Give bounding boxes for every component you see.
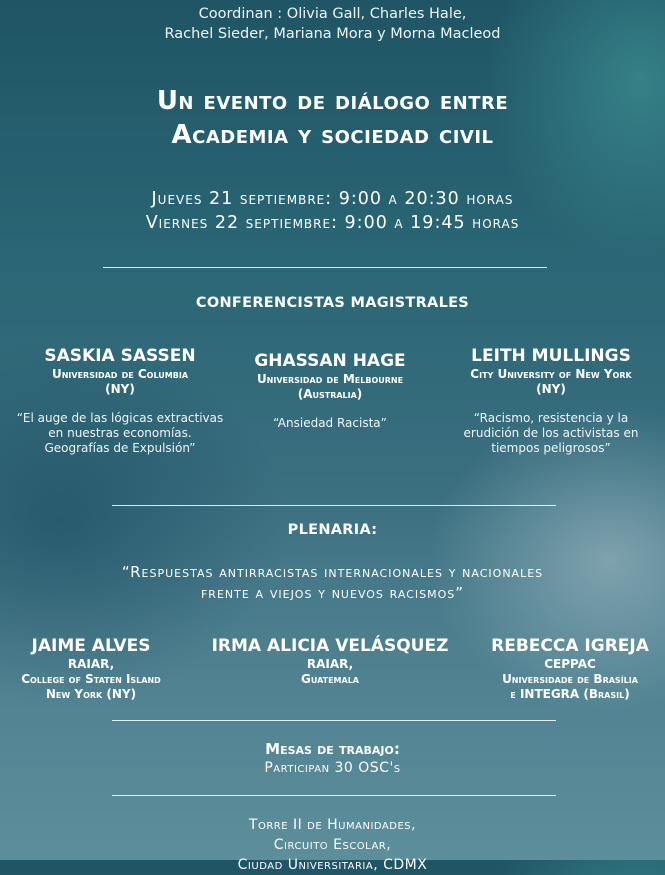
divider	[112, 720, 556, 721]
plenary-speaker	[0, 635, 182, 702]
keynotes-heading: CONFERENCISTAS MAGISTRALES	[195, 295, 470, 311]
speaker-name: REBECCA IGREJA	[491, 636, 649, 656]
speaker-affiliation: Guatemala	[300, 672, 360, 686]
talk-title-line: tiempos peligrosos”	[491, 441, 611, 455]
plenary-speaker	[485, 635, 655, 702]
divider	[112, 795, 556, 796]
speaker-affiliation: College of Staten Island	[21, 672, 161, 686]
speaker-name: GHASSAN HAGE	[254, 351, 406, 371]
speaker-name: IRMA ALICIA VELÁSQUEZ	[211, 636, 449, 656]
speaker-organization: RAIAR,	[67, 657, 115, 671]
speaker-name: JAIME ALVES	[31, 636, 151, 656]
speaker-organization: RAIAR,	[306, 657, 354, 671]
coordinators-block	[0, 4, 665, 44]
plenary-title-line-2: frente a viejos y nuevos racismos”	[200, 584, 465, 602]
speaker-name: SASKIA SASSEN	[44, 346, 196, 366]
date-line-friday: Viernes 22 septiembre: 9:00 a 19:45 horas	[145, 213, 520, 233]
talk-title-line: “Ansiedad Racista”	[273, 416, 387, 430]
speaker-location: (NY)	[105, 382, 135, 396]
venue-line-2: Circuito Escolar,	[273, 837, 392, 853]
venue-line-1: Torre II de Humanidades,	[248, 817, 417, 833]
speaker-affiliation: Universidade de Brasília	[502, 672, 638, 686]
plenary-heading: PLENARIA:	[287, 522, 378, 538]
speaker-institution: Universidad de Columbia	[51, 367, 189, 381]
speaker-affiliation: New York (NY)	[45, 687, 137, 701]
working-tables-block	[0, 739, 665, 777]
plenary-title	[0, 562, 665, 604]
talk-title-line: erudición de los activistas en	[463, 426, 639, 440]
event-title	[0, 84, 665, 152]
speaker-name: LEITH MULLINGS	[471, 346, 631, 366]
venue-line-3: Ciudad Universitaria, CDMX	[237, 857, 428, 873]
talk-title-line: Geografías de Expulsión”	[44, 441, 196, 455]
coordinators-line-2: Rachel Sieder, Mariana Mora y Morna Macleod	[164, 26, 501, 42]
plenary-speaker	[205, 635, 455, 687]
divider	[112, 505, 556, 506]
venue-block	[0, 815, 665, 875]
keynote-speaker	[215, 350, 445, 431]
plenary-title-line-1: “Respuestas antirracistas internacionales y nacionales	[121, 563, 544, 581]
coordinators-line-1: Coordinan : Olivia Gall, Charles Hale,	[198, 6, 467, 22]
working-tables-subtitle: Participan 30 OSC's	[264, 760, 401, 776]
talk-title-line: “El auge de las lógicas extractivas	[16, 411, 224, 425]
keynote-speaker	[437, 345, 665, 456]
date-line-thursday: Jueves 21 septiembre: 9:00 a 20:30 horas	[151, 189, 514, 209]
speaker-institution: Universidad de Melbourne	[256, 372, 404, 386]
speaker-affiliation: e INTEGRA (Brasil)	[510, 687, 630, 701]
working-tables-heading: Mesas de trabajo:	[265, 740, 400, 758]
keynote-speaker	[5, 345, 235, 456]
talk-title-line: “Racismo, resistencia y la	[473, 411, 629, 425]
speaker-location: (NY)	[536, 382, 566, 396]
speaker-organization: CEPPAC	[544, 657, 596, 671]
event-title-line-2: Academia y sociedad civil	[171, 120, 494, 150]
speaker-institution: City University of New York	[470, 367, 632, 381]
speaker-location: (Australia)	[297, 387, 363, 401]
divider	[103, 267, 547, 268]
event-title-line-1: Un evento de diálogo entre	[156, 86, 509, 116]
talk-title-line: en nuestras economías.	[48, 426, 192, 440]
event-dates	[0, 187, 665, 235]
